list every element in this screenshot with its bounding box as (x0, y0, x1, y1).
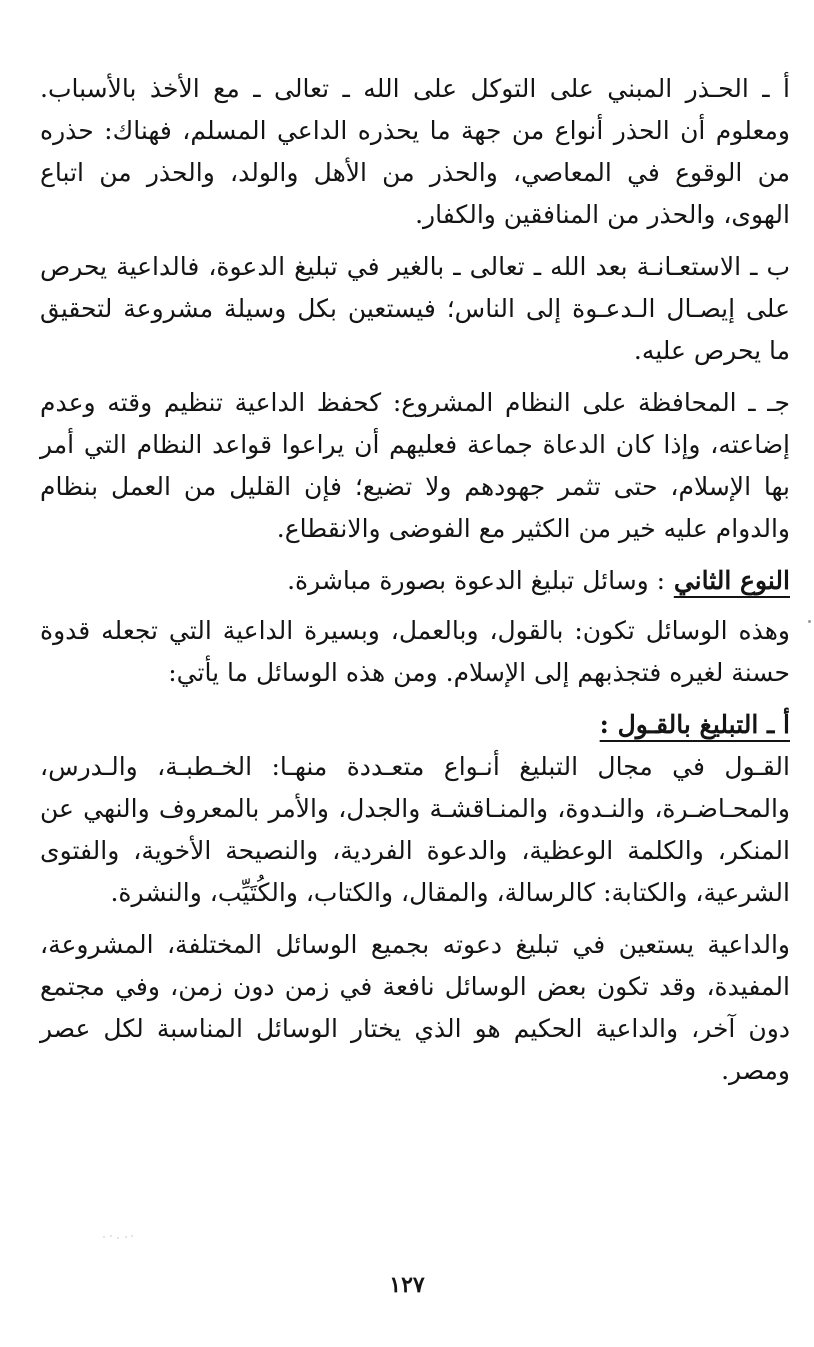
section-heading-text: : وسائل تبليغ الدعوة بصورة مباشرة. (287, 566, 666, 595)
paragraph-choosing-means: والداعية يستعين في تبليغ دعوته بجميع الوسائل المختلفة، المشروعة، المفيدة، وقد تكون بعض الوسائل نافعة في زمن دون زمن، وفي مجتمع دون آخر، والداعية الحكيم هو الذي يختار الوسائل المناسبة لكل عصر ومصر. (40, 930, 790, 1085)
paragraph-caution: أ ـ الحـذر المبني على التوكل على الله ـ تعالى ـ مع الأخذ بالأسباب. ومعلوم أن الحذر أنواع من جهة ما يحذره الداعي المسلم، فهناك: حذره من الوقوع في المعاصي، والحذر من الأهل والولد، والحذر من اتباع الهوى، والحذر من المنافقين والكفار. (40, 74, 790, 229)
paragraph-means-intro: وهذه الوسائل تكون: بالقول، وبالعمل، وبسيرة الداعية التي تجعله قدوة حسنة لغيره فتجذبهم إلى الإسلام. ومن هذه الوسائل ما يأتي: (40, 616, 790, 687)
page-number: ١٢٧ (389, 1272, 425, 1298)
subsection-heading-label: أ ـ التبليغ بالقـول : (599, 710, 790, 739)
paragraph-seeking-help: ب ـ الاستعـانـة بعد الله ـ تعالى ـ بالغير في تبليغ الدعوة، فالداعية يحرص على إيصـال الـدعـوة إلى الناس؛ فيستعين بكل وسيلة مشروعة لتحقيق ما يحرص عليه. (40, 252, 790, 365)
page-body (40, 68, 790, 1100)
section-heading (40, 560, 790, 602)
subsection-heading (40, 704, 790, 746)
section-heading-label: النوع الثاني (673, 566, 790, 595)
scan-speck-decoration (100, 1232, 136, 1242)
paragraph-speech-types: القـول في مجال التبليغ أنـواع متعـددة منهـا: الخـطبـة، والـدرس، والمحـاضـرة، والنـدوة، والمنـاقشـة والجدل، والأمر بالمعروف والنهي عن المنكر، والكلمة الوعظية، والدعوة الفردية، والنصيحة الأخوية، والفتوى الشرعية، والكتابة: كالرسالة، والمقال، والكتاب، والكُتَيِّب، والنشرة. (40, 752, 790, 907)
scan-margin-mark (808, 620, 811, 623)
paragraph-order: جـ ـ المحافظة على النظام المشروع: كحفظ الداعية تنظيم وقته وعدم إضاعته، وإذا كان الدعاة جماعة فعليهم أن يراعوا قواعد النظام التي أمر بها الإسلام، حتى تثمر جهودهم ولا تضيع؛ فإن القليل من العمل بنظام والدوام عليه خير من الكثير مع الفوضى والانقطاع. (40, 388, 790, 543)
